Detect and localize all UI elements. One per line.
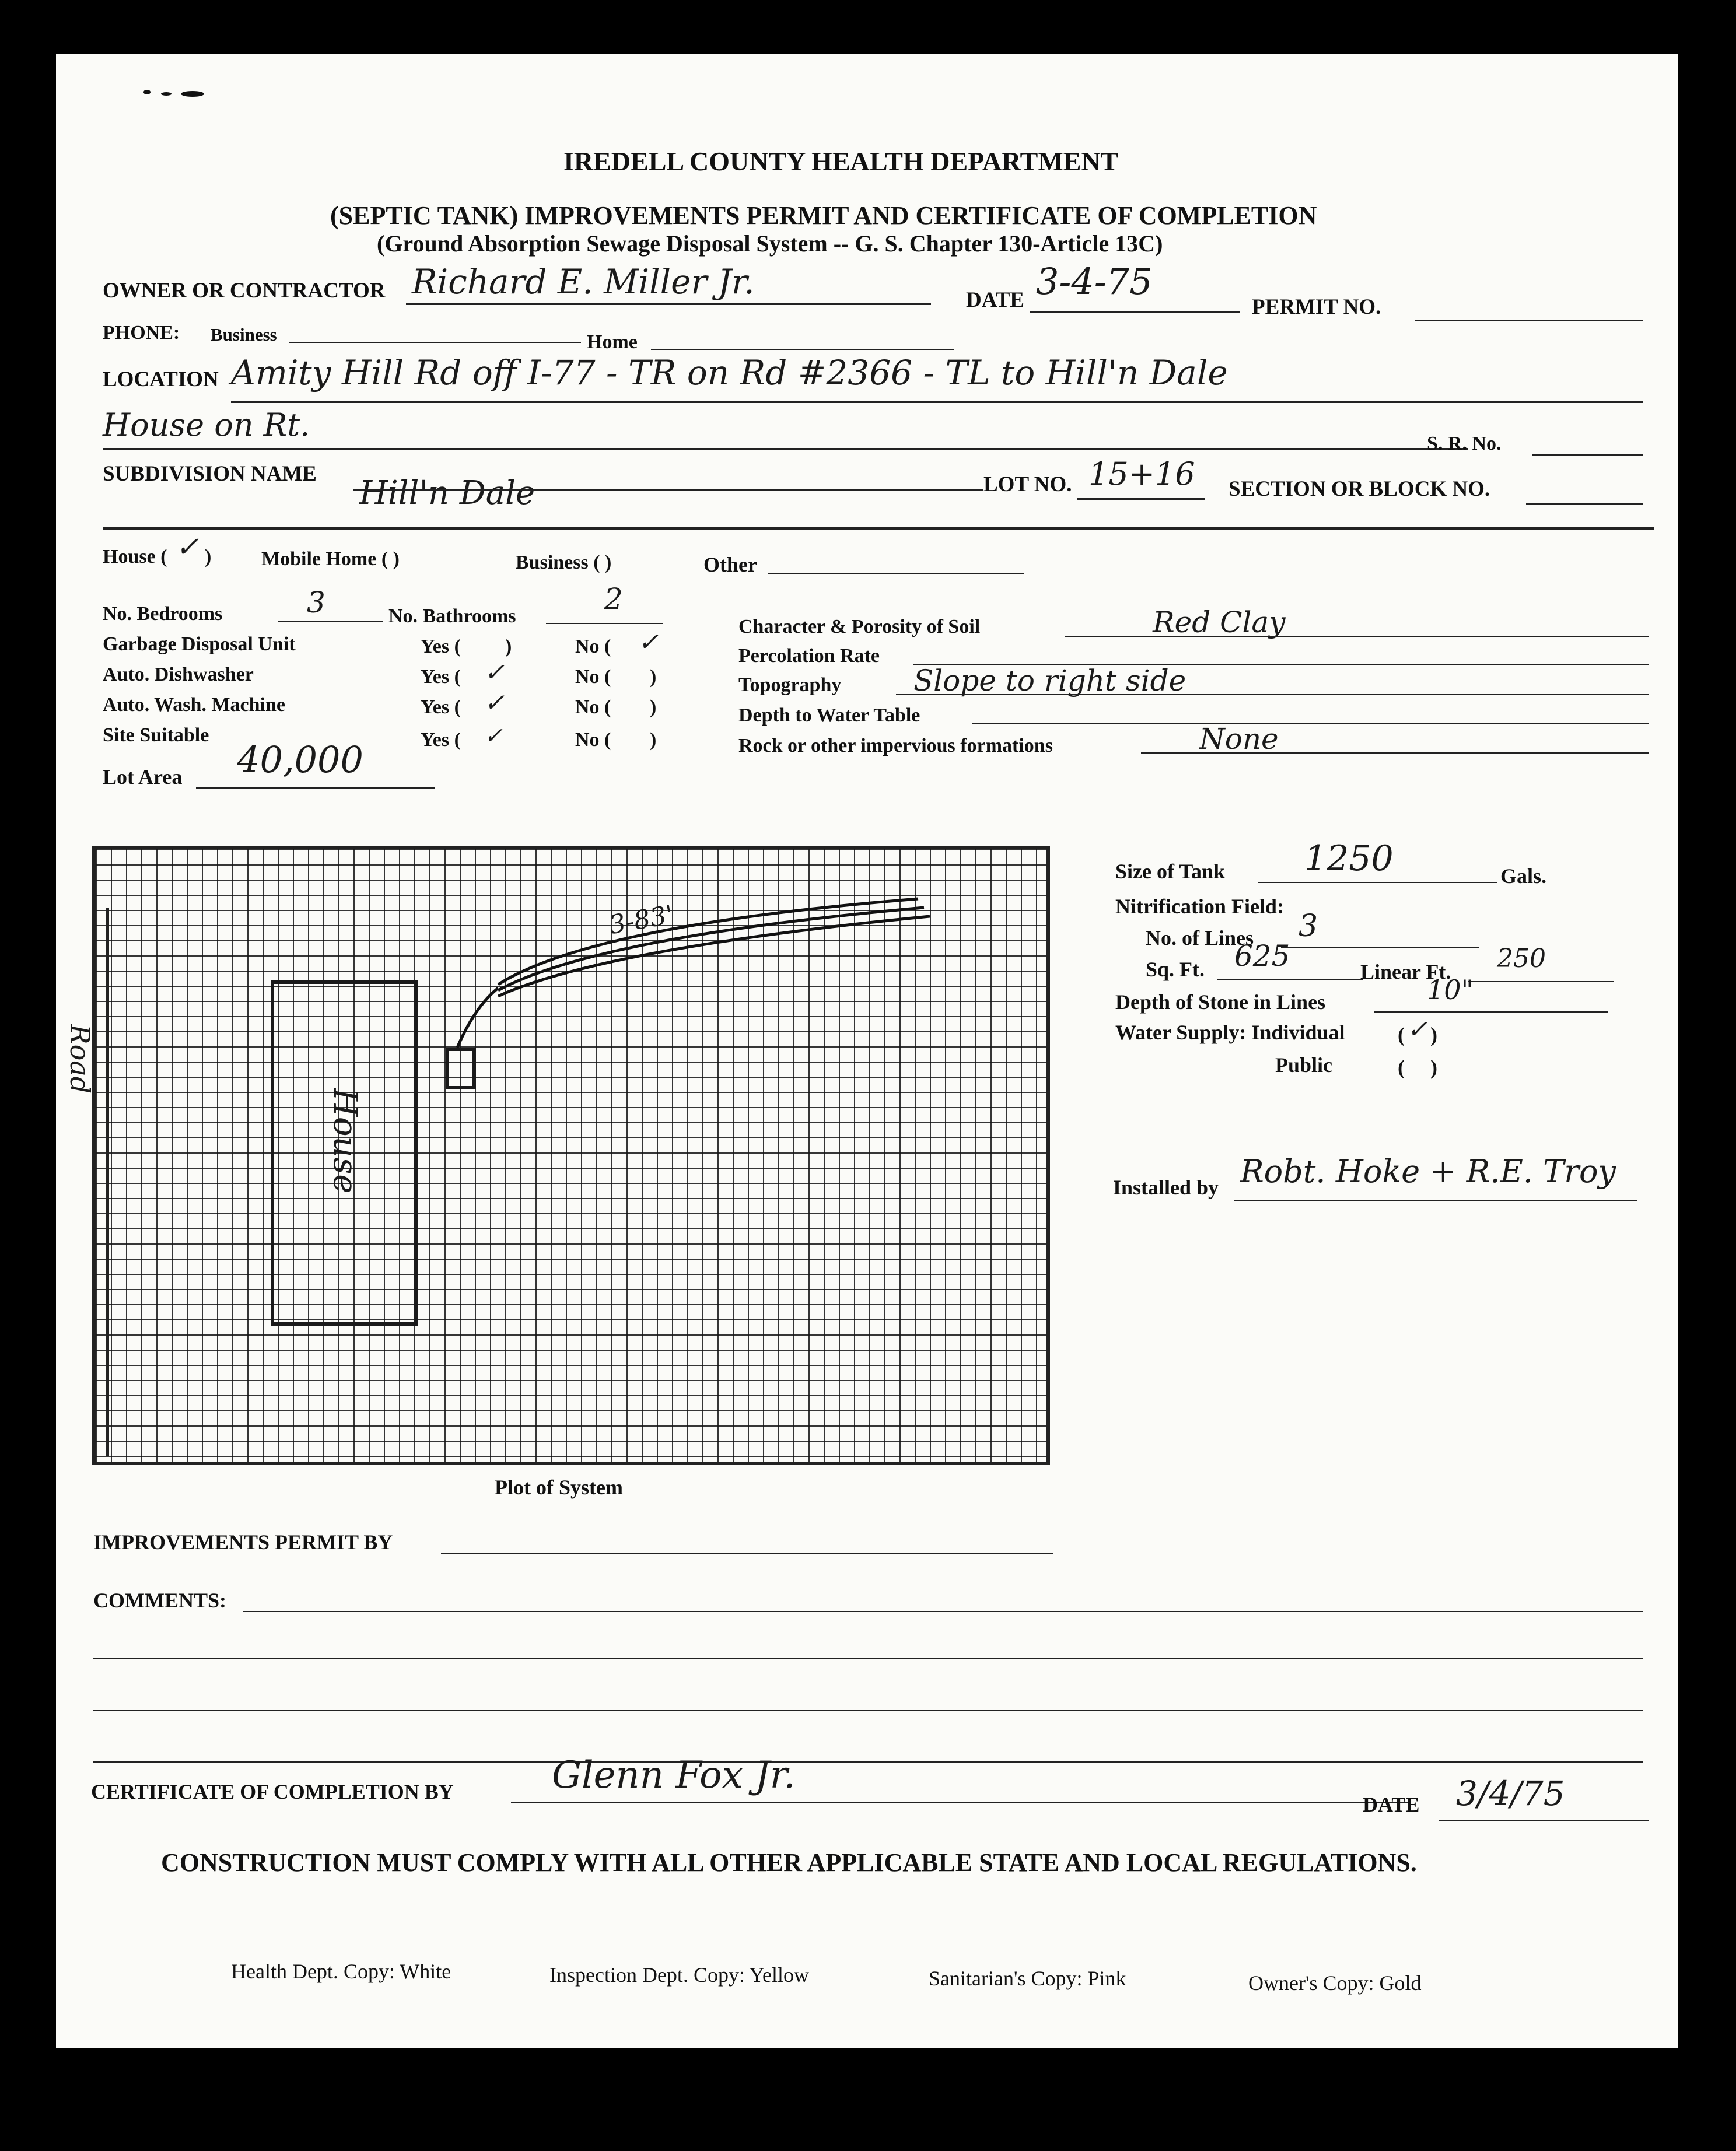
- lot-no-line: [1077, 498, 1205, 500]
- dishwasher-label: Auto. Dishwasher: [103, 664, 254, 685]
- permit-no-label: PERMIT NO.: [1252, 295, 1381, 319]
- lines-value: 3: [1298, 909, 1318, 944]
- site-suitable-label: Site Suitable: [103, 724, 209, 746]
- site-no: No (: [575, 729, 611, 751]
- copy-owner: Owner's Copy: Gold: [1248, 1971, 1422, 1995]
- comments-line-1: [243, 1611, 1643, 1612]
- plot-caption: Plot of System: [495, 1476, 623, 1499]
- rock-value: None: [1199, 722, 1279, 756]
- stone-depth-line: [1374, 1011, 1608, 1013]
- copy-sanitarian: Sanitarian's Copy: Pink: [929, 1967, 1126, 1990]
- bathrooms-label: No. Bathrooms: [388, 605, 516, 627]
- home-phone-label: Home: [587, 331, 638, 353]
- date-value: 3-4-75: [1036, 260, 1153, 303]
- sr-no-label: S. R. No.: [1427, 433, 1502, 454]
- percolation-label: Percolation Rate: [738, 645, 880, 667]
- dishwasher-yes-check: ✓: [484, 658, 505, 686]
- other-label: Other: [704, 553, 757, 576]
- form-title: (SEPTIC TANK) IMPROVEMENTS PERMIT AND CERTIFICATE OF COMPLETION: [330, 201, 1317, 230]
- individual-check: ✓: [1407, 1015, 1428, 1043]
- cert-date-label: DATE: [1363, 1793, 1420, 1816]
- certificate-line: [511, 1802, 1409, 1803]
- scan-speck: [161, 92, 172, 96]
- sqft-line: [1217, 979, 1363, 980]
- owner-value: Richard E. Miller Jr.: [412, 262, 755, 302]
- sr-no-line: [1532, 454, 1643, 456]
- site-no-close: ): [650, 729, 657, 751]
- comments-label: COMMENTS:: [93, 1589, 226, 1612]
- nitrification-label: Nitrification Field:: [1115, 895, 1284, 918]
- plot-road-label: Road: [64, 1024, 96, 1094]
- dishwasher-no-close: ): [650, 666, 657, 688]
- site-yes-check: ✓: [484, 723, 503, 748]
- lot-area-label: Lot Area: [103, 765, 183, 789]
- installed-by-line: [1234, 1200, 1637, 1201]
- garbage-label: Garbage Disposal Unit: [103, 633, 296, 655]
- wash-yes-check: ✓: [484, 688, 505, 717]
- house-close: ): [205, 546, 212, 567]
- location-value-line1: Amity Hill Rd off I-77 - TR on Rd #2366 - TL to Hill'n Dale: [231, 353, 1228, 393]
- section-label: SECTION OR BLOCK NO.: [1228, 477, 1490, 501]
- date-line: [1030, 311, 1240, 313]
- water-table-line: [972, 723, 1648, 724]
- public-open: (: [1398, 1056, 1405, 1079]
- scan-speck: [144, 90, 150, 94]
- cert-date-line: [1438, 1820, 1648, 1821]
- soil-value: Red Clay: [1153, 605, 1286, 639]
- soil-line: [1065, 636, 1648, 637]
- form-subtitle: (Ground Absorption Sewage Disposal System -- G. S. Chapter 130-Article 13C): [377, 230, 1163, 257]
- other-line: [768, 573, 1024, 574]
- owner-line: [406, 303, 931, 305]
- comments-line-2: [93, 1658, 1643, 1659]
- location-line-2: [103, 448, 1468, 450]
- subdivision-label: SUBDIVISION NAME: [103, 462, 317, 486]
- soil-label: Character & Porosity of Soil: [738, 616, 981, 637]
- location-line-1: [231, 401, 1643, 403]
- business-type-label: Business ( ): [516, 552, 612, 573]
- tank-size-line: [1258, 882, 1497, 883]
- mobile-home-label: Mobile Home ( ): [261, 548, 400, 570]
- wash-no: No (: [575, 696, 611, 718]
- wash-yes: Yes (: [421, 696, 461, 718]
- linear-line: [1468, 981, 1614, 982]
- bedrooms-value: 3: [307, 586, 326, 619]
- gals-label: Gals.: [1500, 864, 1547, 888]
- tank-size-label: Size of Tank: [1115, 860, 1226, 883]
- wash-no-close: ): [650, 696, 657, 718]
- linear-label: Linear Ft.: [1360, 960, 1451, 983]
- topography-value: Slope to right side: [914, 664, 1186, 698]
- comments-line-4: [93, 1761, 1643, 1763]
- installed-by-label: Installed by: [1113, 1176, 1219, 1199]
- compliance-notice: CONSTRUCTION MUST COMPLY WITH ALL OTHER APPLICABLE STATE AND LOCAL REGULATIONS.: [161, 1848, 1417, 1877]
- copy-inspection: Inspection Dept. Copy: Yellow: [550, 1963, 809, 1987]
- tank-size-value: 1250: [1304, 838, 1394, 879]
- business-phone-line: [289, 342, 581, 343]
- lot-area-value: 40,000: [237, 738, 363, 781]
- bathrooms-value: 2: [604, 582, 623, 616]
- sqft-label: Sq. Ft.: [1146, 958, 1205, 981]
- wash-machine-label: Auto. Wash. Machine: [103, 694, 285, 716]
- lot-no-label: LOT NO.: [984, 472, 1072, 496]
- department-title: IREDELL COUNTY HEALTH DEPARTMENT: [564, 146, 1119, 176]
- subdivision-line: [354, 489, 984, 491]
- garbage-yes-close: ): [505, 636, 512, 657]
- house-check: ✓: [176, 531, 200, 563]
- location-value-line2: House on Rt.: [103, 407, 310, 443]
- public-close: ): [1430, 1056, 1437, 1079]
- home-phone-line: [651, 349, 954, 350]
- owner-label: OWNER OR CONTRACTOR: [103, 279, 386, 303]
- lot-no-value: 15+16: [1088, 456, 1195, 492]
- garbage-no-check: ✓: [638, 628, 659, 656]
- improvements-by-line: [441, 1553, 1054, 1554]
- plot-field-lines: [96, 849, 1046, 1462]
- lines-label: No. of Lines: [1146, 926, 1254, 950]
- lines-line: [1281, 947, 1479, 948]
- comments-line-3: [93, 1710, 1643, 1711]
- section-line: [1526, 503, 1643, 505]
- linear-value: 250: [1497, 944, 1546, 973]
- garbage-no: No (: [575, 636, 611, 657]
- garbage-yes: Yes (: [421, 636, 461, 657]
- topography-label: Topography: [738, 674, 842, 696]
- water-supply-label: Water Supply: Individual: [1115, 1021, 1345, 1044]
- site-yes: Yes (: [421, 729, 461, 751]
- certifier-signature: Glenn Fox Jr.: [552, 1754, 796, 1797]
- copy-health: Health Dept. Copy: White: [231, 1960, 452, 1983]
- permit-no-line: [1415, 320, 1643, 321]
- business-phone-label: Business: [211, 324, 277, 345]
- permit-form: [56, 54, 1678, 2048]
- stone-depth-value: 10": [1427, 974, 1474, 1006]
- plot-grid: [64, 846, 1050, 1465]
- phone-label: PHONE:: [103, 322, 180, 344]
- individual-close: ): [1430, 1023, 1437, 1046]
- house-label: House (: [103, 546, 167, 567]
- certificate-label: CERTIFICATE OF COMPLETION BY: [91, 1780, 454, 1803]
- rock-label: Rock or other impervious formations: [738, 735, 1053, 756]
- improvements-by-label: IMPROVEMENTS PERMIT BY: [93, 1530, 393, 1554]
- bedrooms-label: No. Bedrooms: [103, 603, 223, 625]
- cert-date-value: 3/4/75: [1456, 1774, 1565, 1813]
- water-table-label: Depth to Water Table: [738, 705, 921, 726]
- sqft-value: 625: [1234, 939, 1290, 973]
- location-label: LOCATION: [103, 367, 219, 391]
- public-label: Public: [1275, 1053, 1333, 1077]
- plot-lines-label: 3-83': [607, 899, 676, 941]
- rock-line: [1141, 752, 1648, 754]
- dishwasher-no: No (: [575, 666, 611, 688]
- installed-by-value: Robt. Hoke + R.E. Troy: [1240, 1153, 1616, 1190]
- date-label: DATE: [966, 288, 1025, 312]
- section-divider: [103, 527, 1654, 530]
- stone-depth-label: Depth of Stone in Lines: [1115, 990, 1326, 1014]
- dishwasher-yes: Yes (: [421, 666, 461, 688]
- topography-line: [896, 694, 1648, 695]
- subdivision-value: Hill'n Dale: [359, 474, 536, 512]
- bathrooms-line: [546, 623, 663, 624]
- lot-area-line: [196, 787, 435, 789]
- plot-house-label: House: [326, 1088, 364, 1194]
- scan-speck: [181, 91, 204, 97]
- bedrooms-line: [278, 621, 383, 622]
- individual-open: (: [1398, 1023, 1405, 1046]
